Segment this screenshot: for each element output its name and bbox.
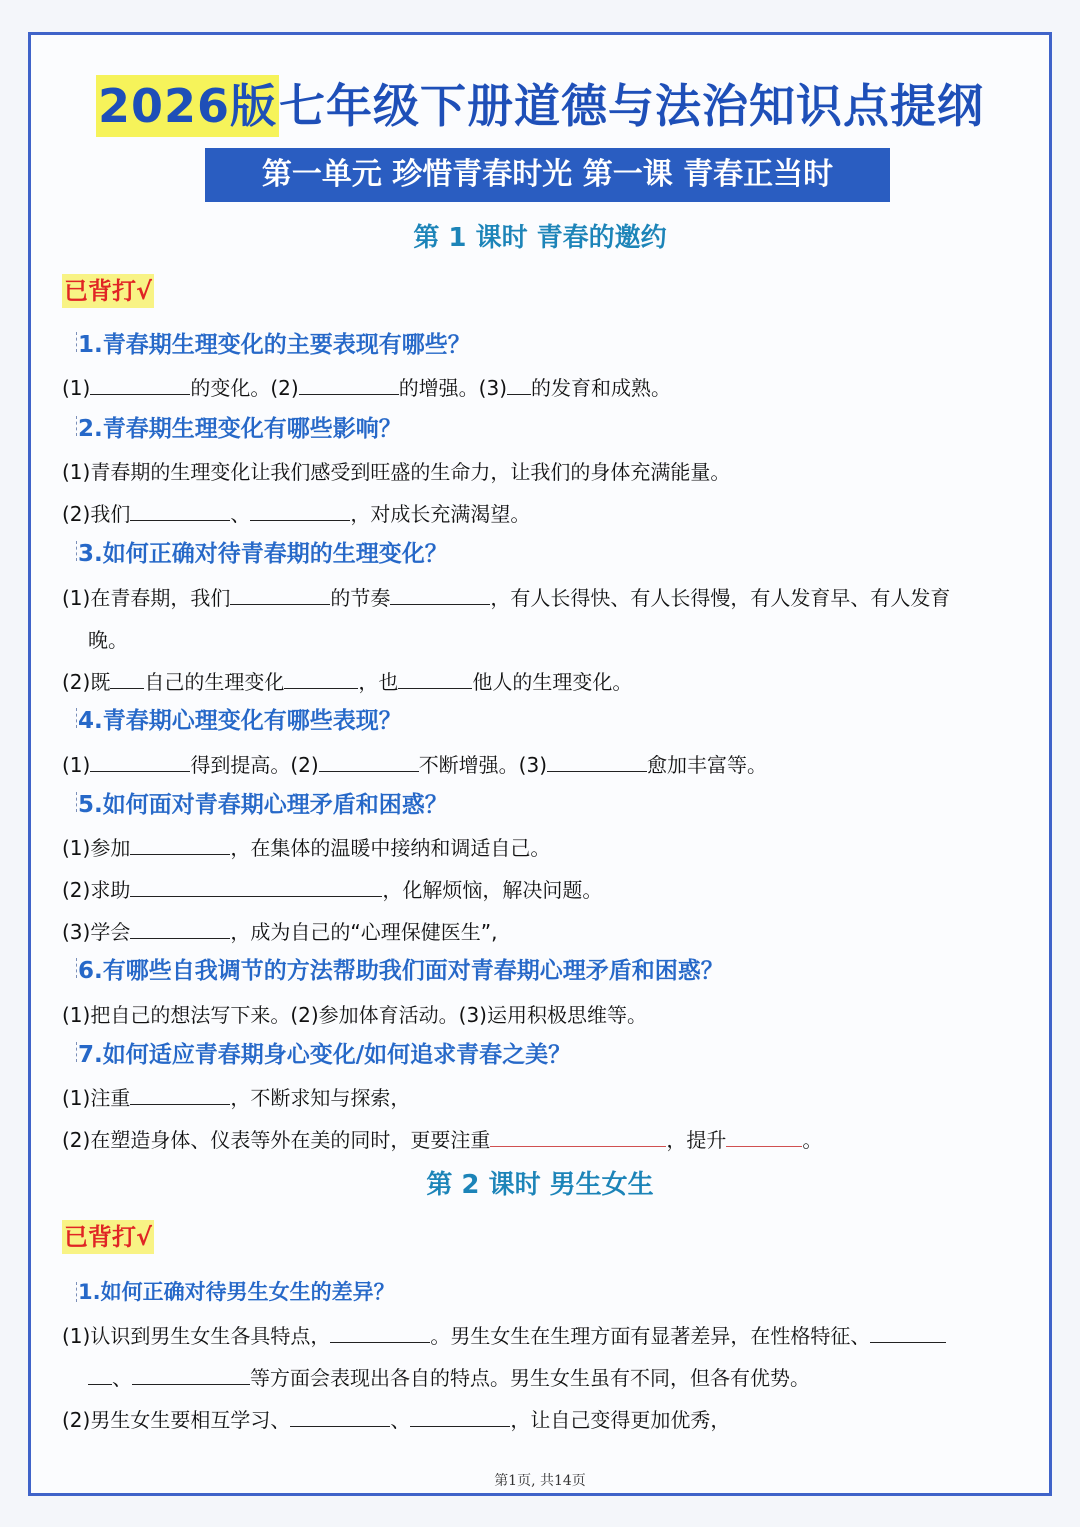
answer-line: (1)青春期的生理变化让我们感受到旺盛的生命力，让我们的身体充满能量。 bbox=[62, 460, 731, 484]
question: 1.青春期生理变化的主要表现有哪些？ bbox=[78, 326, 471, 359]
question: 6.有哪些自我调节的方法帮助我们面对青春期心理矛盾和困惑？ bbox=[78, 952, 724, 985]
answer-line: (2)在塑造身体、仪表等外在美的同时，更要注重 ，提升 。 bbox=[62, 1128, 823, 1152]
answer-line: 晚。 bbox=[88, 628, 128, 652]
answer-line: (1)把自己的想法写下来。(2)参加体育活动。(3)运用积极思维等。 bbox=[62, 1003, 647, 1027]
lesson2-heading: 第 2 课时 男生女生 bbox=[426, 1170, 654, 1200]
answer-line: (2)求助 ，化解烦恼，解决问题。 bbox=[62, 878, 603, 902]
question: 5.如何面对青春期心理矛盾和困惑？ bbox=[78, 786, 448, 819]
answer-line: (1) 得到提高。(2) 不断增强。(3) 愈加丰富等。 bbox=[62, 753, 768, 777]
question: 2.青春期生理变化有哪些影响？ bbox=[78, 410, 402, 443]
memorized-badge: 已背打√ bbox=[62, 1220, 154, 1254]
question: 7.如何适应青春期身心变化/如何追求青春之美？ bbox=[78, 1036, 571, 1069]
version-highlight: 2026版 bbox=[96, 75, 279, 137]
answer-line: (1)注重 ，不断求知与探索， bbox=[62, 1086, 411, 1110]
memorized-badge: 已背打√ bbox=[62, 274, 154, 308]
unit-banner: 第一单元 珍惜青春时光 第一课 青春正当时 bbox=[205, 148, 890, 202]
answer-line: (2)既 自己的生理变化 ，也 他人的生理变化。 bbox=[62, 670, 633, 694]
lesson1-heading: 第 1 课时 青春的邀约 bbox=[413, 223, 667, 253]
answer-line: (1)认识到男生女生各具特点， 。男生女生在生理方面有显著差异，在性格特征、 bbox=[62, 1320, 946, 1349]
question: 4.青春期心理变化有哪些表现？ bbox=[78, 702, 402, 735]
title-text: 七年级下册道德与法治知识点提纲 bbox=[279, 79, 985, 133]
page-title bbox=[0, 70, 1080, 136]
answer-line: (1) 的变化。(2) 的增强。(3) 的发育和成熟。 bbox=[62, 376, 672, 400]
answer-line: (1)参加 ，在集体的温暖中接纳和调适自己。 bbox=[62, 836, 551, 860]
answer-line: (1)在青春期，我们 的节奏 ，有人长得快、有人长得慢，有人发育早、有人发育 bbox=[62, 586, 951, 610]
answer-line: (2)男生女生要相互学习、 、 ，让自己变得更加优秀， bbox=[62, 1408, 731, 1432]
answer-line: 、 等方面会表现出各自的特点。男生女生虽有不同，但各有优势。 bbox=[88, 1362, 810, 1391]
question: 3.如何正确对待青春期的生理变化？ bbox=[78, 535, 448, 568]
answer-line: (3)学会 ，成为自己的“心理保健医生”, bbox=[62, 920, 498, 944]
question: 1.如何正确对待男生女生的差异？ bbox=[78, 1276, 395, 1306]
answer-line: (2)我们 、 ，对成长充满渴望。 bbox=[62, 502, 531, 526]
page-footer: 第1页, 共14页 bbox=[494, 1473, 586, 1489]
